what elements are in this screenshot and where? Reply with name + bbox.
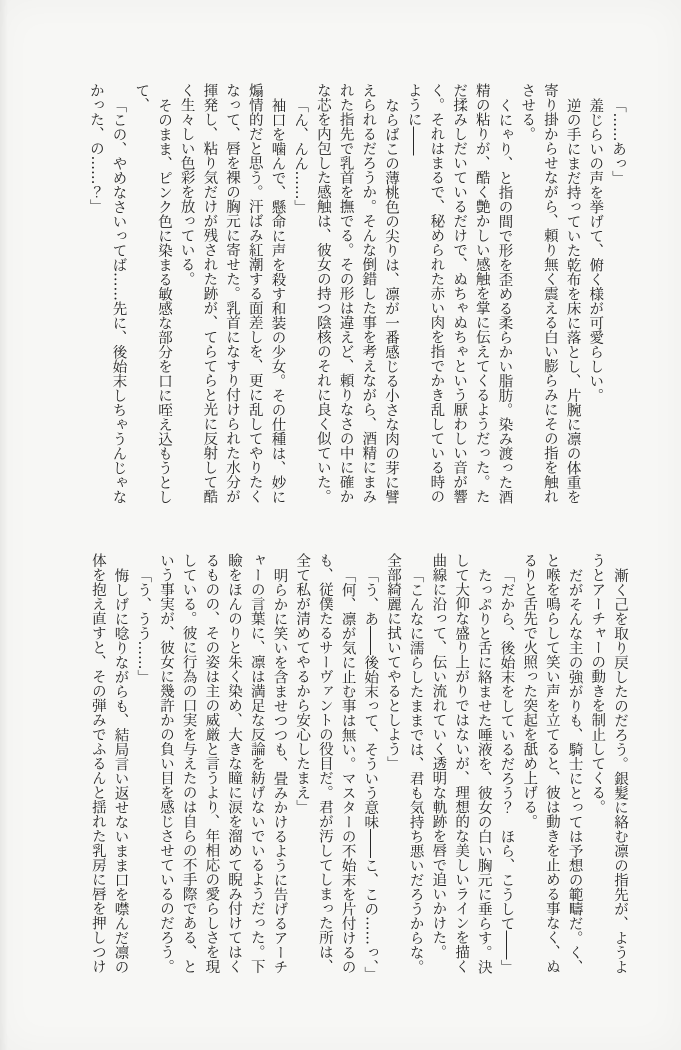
paragraph: 「う、あ――後始末って、そういう意味――こ、この……っ、」: [362, 567, 379, 981]
page-edge-shadow: [0, 0, 8, 1050]
paragraph: そのまま、ピンク色に染まる敏感な部分を口に咥え込もうとして、: [133, 83, 172, 504]
paragraph: 袖口を噛んで、懸命に声を殺す和装の少女。その仕種は、妙に煽情的だと思う。汗ばみ紅潮する面差しを、更に乱してやりたくなって、唇を裸の胸元に寄せた。乳首になすり付けられた水分が揮発し、粘り気だけが残された跡が、てらてらと光に反射して酷く生々しい色彩を放っている。: [178, 83, 286, 504]
paragraph: 明らかに笑いを含ませつつも、畳みかけるように告げるアーチャーの言葉に、凛は満足な反論を紡げないでいるようだった。下瞼をほんのりと朱く染め、大きな瞳に涙を溜めて睨み付けてはくるものの、その姿は主の威厳と言うより、年相応の愛らしさを現している。彼に行為の口実を与えたのは自らの不手際である、という事実が、彼女に幾許かの負い目を感じさせているのだろう。: [157, 553, 288, 974]
paragraph: だがそんな主の強がりも、騎士にとっては予想の範疇だ。く、と喉を鳴らして笑い声を立てると、彼は動きを止める事なく、ぬるりと舌先で火照った突起を舐め上げる。: [521, 553, 583, 974]
paragraph: ならばこの薄桃色の尖りは、凛が一番感じる小さな肉の芽に譬えられるだろうか。そんな倒錯した事を考えながら、酒精にまみれた指先で乳首を撫でる。その形は違えど、頼りなさの中に確かな芯を内包した感触は、彼女の持つ陰核のそれに良く似ていた。: [314, 83, 399, 504]
paragraph: 漸く己を取り戻したのだろう。銀髪に絡む凛の指先が、ようようとアーチャーの動きを制止してくる。: [589, 553, 628, 974]
paragraph: 「……あっ」: [610, 97, 626, 185]
paragraph: 「この、やめなさいってば……先に、後始末しちゃうんじゃなかった、の……？」: [87, 83, 127, 504]
top-text-block: [84, 83, 629, 505]
paragraph: 「う、うう……」: [135, 567, 152, 684]
paragraph: 悔しげに唸りながらも、結局言い返せないまま口を噤んだ凛の体を抱え直すと、その弾みでふるんと揺れた乳房に唇を押しつけ: [89, 553, 129, 974]
paragraph: 羞じらいの声を挙げて、俯く様が可愛らしい。: [587, 97, 604, 402]
paragraph: たっぷりと舌に絡ませた唾液を、彼女の白い胸元に垂らす。決して大仰な盛り上がりではないが、理想的な美しいラインを描く曲線に沿って、伝い流れていく透明な軌跡を唇で追いかけた。: [430, 553, 492, 974]
paragraph: 逆の手にまだ持っていた乾布を床に落とし、片腕に凛の体重を寄り掛からせながら、頼り無く震える白い膨らみにその指を触れさせる。: [519, 83, 581, 504]
paragraph: 「ん、んん……」: [292, 97, 309, 214]
paragraph: くにゃり、と指の間で形を歪める柔らかい脂肪。染み渡った酒精の粘りが、酷く艶かしい感触を掌に伝えてくるようだった。ただ揉みしだいているだけで、ぬちゃぬちゃという厭わしい音が響く。それはまるで、秘められた赤い肉を指でかき乱している時のように――: [405, 83, 513, 504]
bottom-text-block: [86, 553, 631, 981]
paragraph: 「何、凛が気に止む事は無い。マスターの不始末を片付けるのも、従僕たるサーヴァントの役目だ。君が汚してしまった所は、全て私が清めてやるから安心したまえ」: [294, 553, 356, 974]
paragraph: 「だから、後始末をしているだろう？ ほら、こうして――」: [498, 567, 515, 974]
paragraph: 「こんなに濡らしたままでは、君も気持ち悪いだろうからな。全部綺麗に拭いてやるとしよう」: [384, 553, 424, 974]
